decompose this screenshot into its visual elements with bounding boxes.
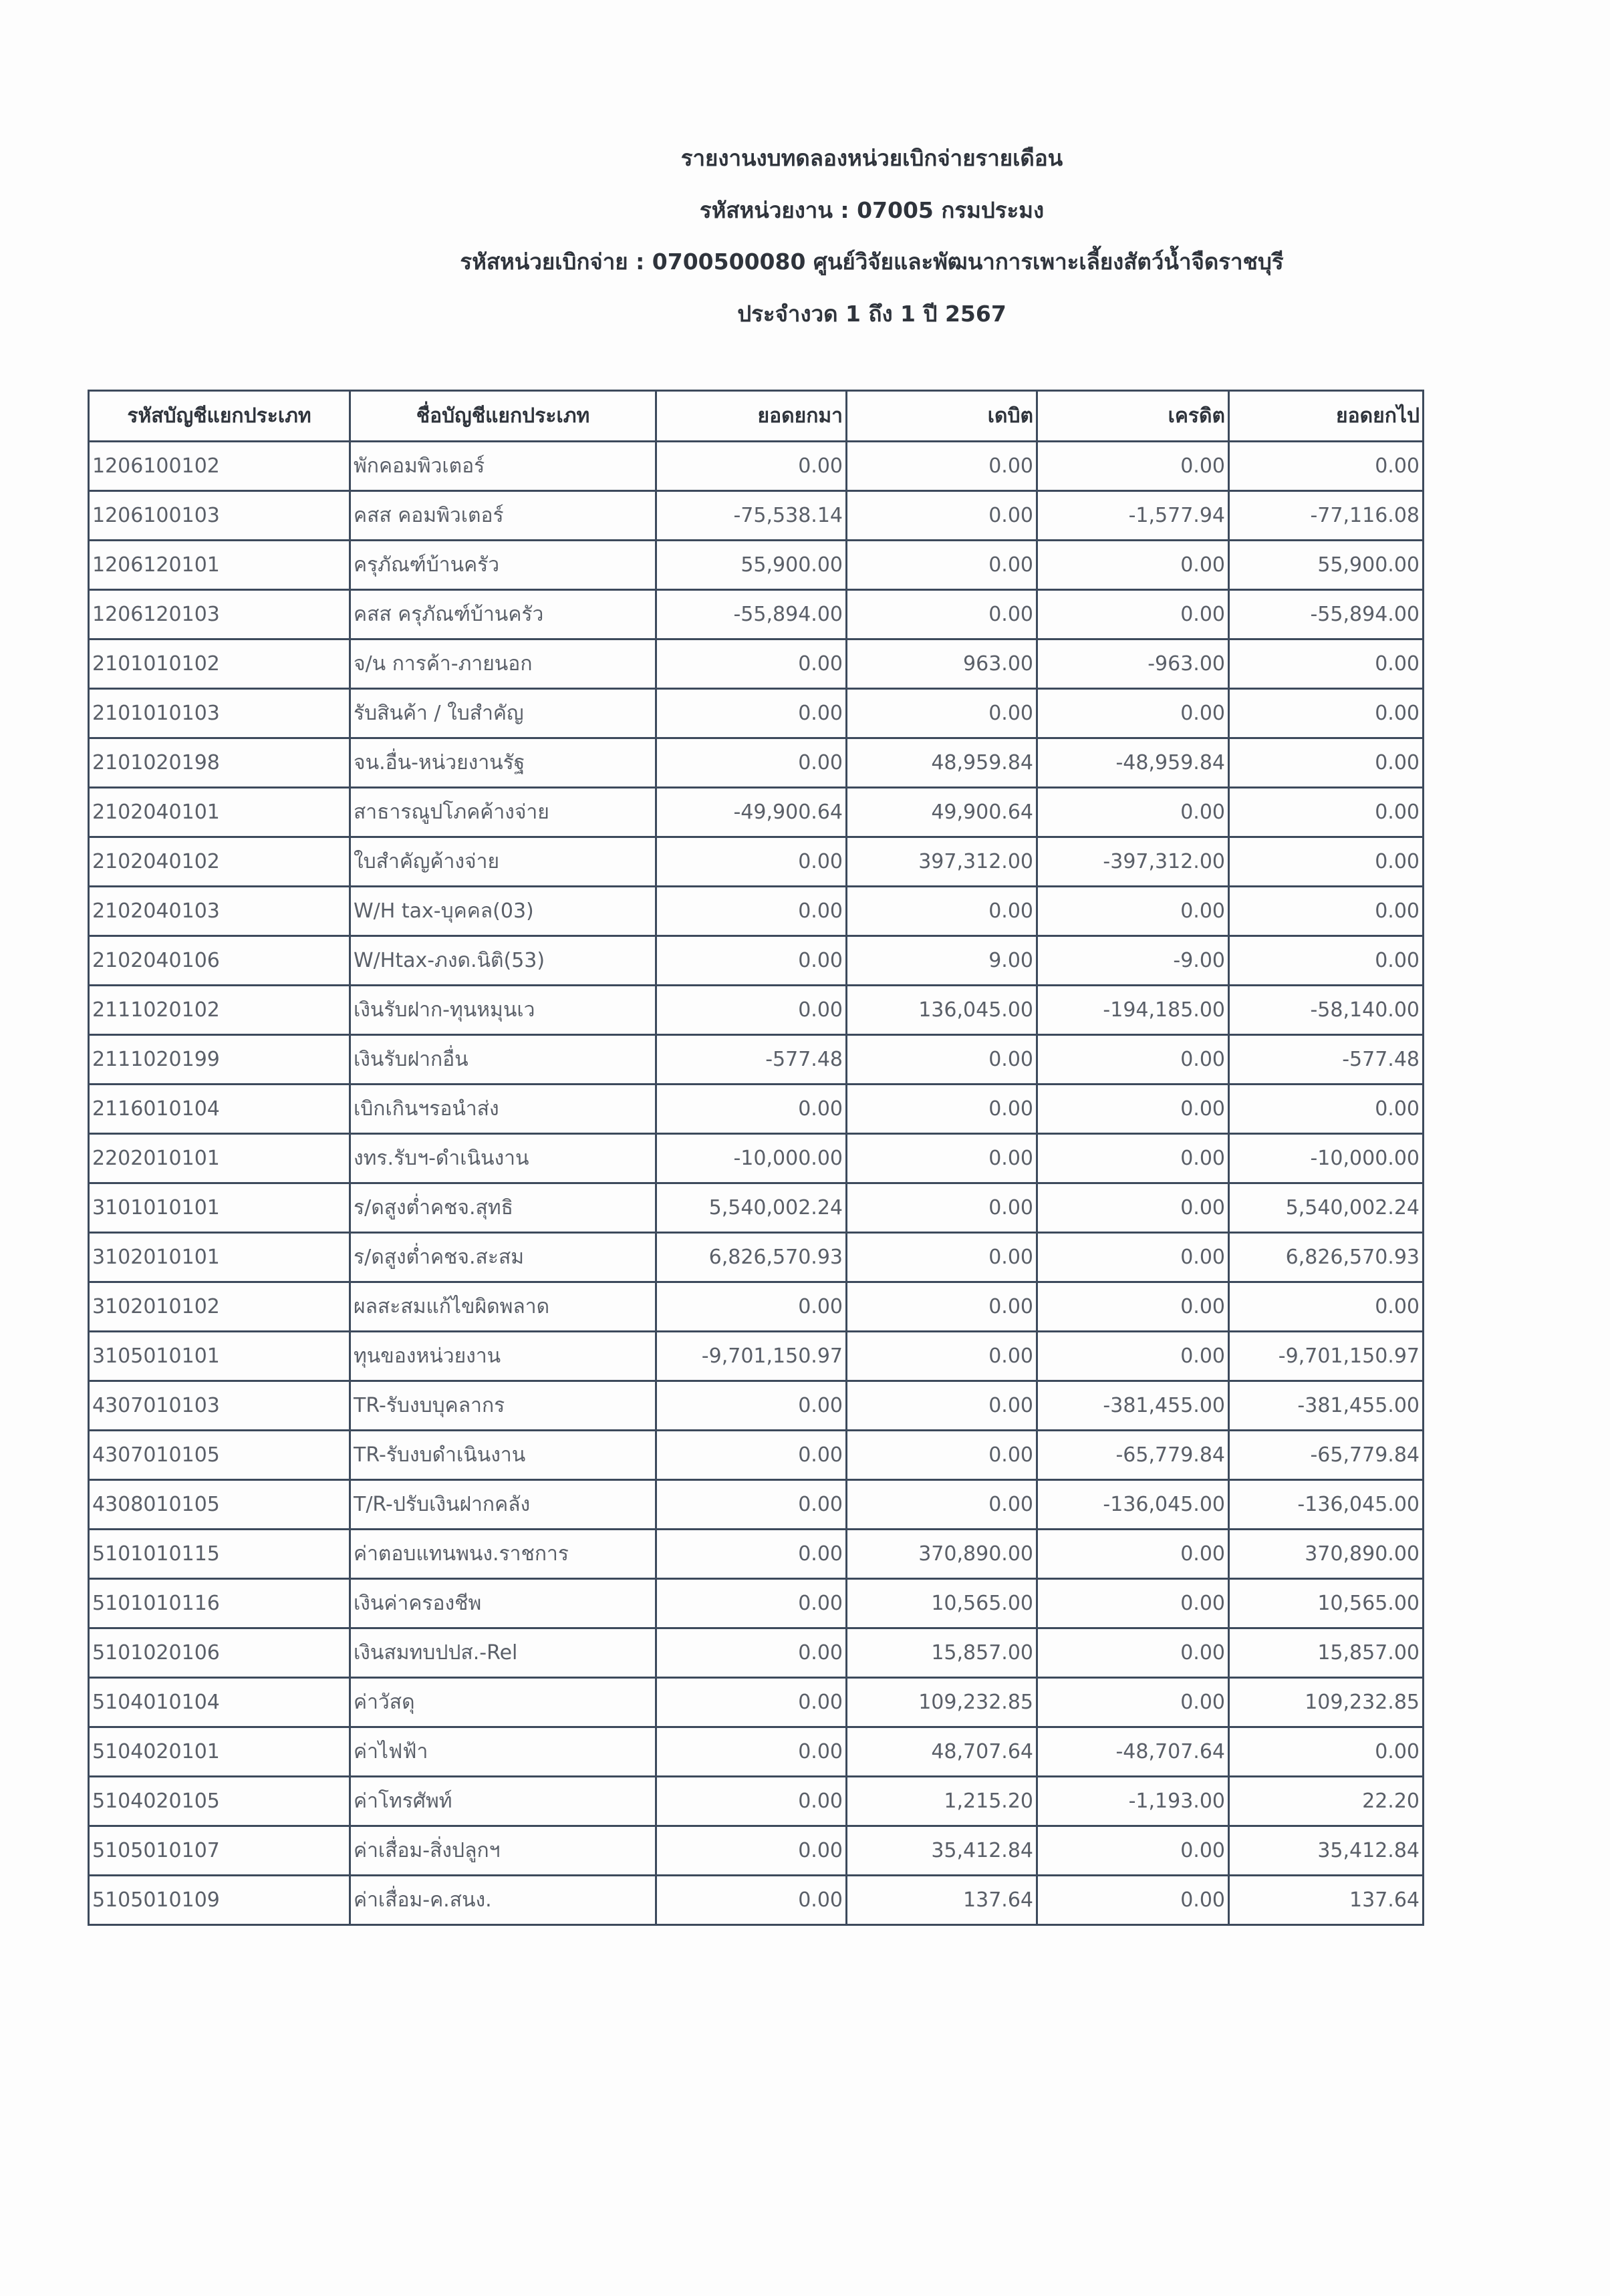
opening-balance-cell: 0.00 [656, 738, 847, 788]
opening-balance-cell: 0.00 [656, 1628, 847, 1678]
closing-balance-cell: 0.00 [1229, 936, 1424, 986]
account-name-cell: W/H tax-บุคคล(03) [350, 887, 656, 936]
opening-balance-cell: -577.48 [656, 1035, 847, 1085]
closing-balance-cell: 0.00 [1229, 1282, 1424, 1332]
closing-balance-cell: 0.00 [1229, 887, 1424, 936]
account-code-cell: 5104020105 [89, 1777, 350, 1826]
account-name-cell: ค่าเสื่อม-ค.สนง. [350, 1876, 656, 1925]
debit-cell: 0.00 [847, 442, 1037, 491]
table-row [89, 1530, 1424, 1579]
credit-cell: 0.00 [1037, 1183, 1229, 1233]
table-row [89, 788, 1424, 837]
column-header-debit: เดบิต [847, 391, 1037, 442]
opening-balance-cell: 0.00 [656, 442, 847, 491]
account-code-cell: 3102010102 [89, 1282, 350, 1332]
account-code-cell: 2102040106 [89, 936, 350, 986]
account-name-cell: ครุภัณฑ์บ้านครัว [350, 541, 656, 590]
report-title: รายงานงบทดลองหน่วยเบิกจ่ายรายเดือน [680, 145, 1063, 171]
account-code-cell: 5105010107 [89, 1826, 350, 1876]
table-row [89, 442, 1424, 491]
debit-cell: 0.00 [847, 1480, 1037, 1530]
table-header-row [89, 391, 1424, 442]
credit-cell: -136,045.00 [1037, 1480, 1229, 1530]
account-name-cell: ใบสำคัญค้างจ่าย [350, 837, 656, 887]
account-code-cell: 2102040101 [89, 788, 350, 837]
account-name-cell: ค่าตอบแทนพนง.ราชการ [350, 1530, 656, 1579]
credit-cell: 0.00 [1037, 1085, 1229, 1134]
account-code-cell: 1206120103 [89, 590, 350, 639]
column-header-opening-balance: ยอดยกมา [656, 391, 847, 442]
account-name-cell: เบิกเกินฯรอนำส่ง [350, 1085, 656, 1134]
account-name-cell: รับสินค้า / ใบสำคัญ [350, 689, 656, 738]
debit-cell: 0.00 [847, 1282, 1037, 1332]
closing-balance-cell: -10,000.00 [1229, 1134, 1424, 1183]
closing-balance-cell: -65,779.84 [1229, 1431, 1424, 1480]
column-header-account-name: ชื่อบัญชีแยกประเภท [350, 391, 656, 442]
credit-cell: 0.00 [1037, 1628, 1229, 1678]
column-header-account-code: รหัสบัญชีแยกประเภท [89, 391, 350, 442]
closing-balance-cell: -136,045.00 [1229, 1480, 1424, 1530]
table-row [89, 639, 1424, 689]
debit-cell: 0.00 [847, 541, 1037, 590]
account-code-cell: 2111020102 [89, 986, 350, 1035]
credit-cell: -1,577.94 [1037, 491, 1229, 541]
account-code-cell: 4307010103 [89, 1381, 350, 1431]
closing-balance-cell: -577.48 [1229, 1035, 1424, 1085]
opening-balance-cell: 0.00 [656, 936, 847, 986]
credit-cell: 0.00 [1037, 1579, 1229, 1628]
debit-cell: 0.00 [847, 1183, 1037, 1233]
credit-cell: -963.00 [1037, 639, 1229, 689]
debit-cell: 0.00 [847, 1233, 1037, 1282]
opening-balance-cell: 0.00 [656, 1530, 847, 1579]
opening-balance-cell: 0.00 [656, 887, 847, 936]
closing-balance-cell: -58,140.00 [1229, 986, 1424, 1035]
debit-cell: 49,900.64 [847, 788, 1037, 837]
credit-cell: -381,455.00 [1037, 1381, 1229, 1431]
closing-balance-cell: 0.00 [1229, 788, 1424, 837]
opening-balance-cell: 6,826,570.93 [656, 1233, 847, 1282]
account-code-cell: 2202010101 [89, 1134, 350, 1183]
debit-cell: 370,890.00 [847, 1530, 1037, 1579]
credit-cell: 0.00 [1037, 887, 1229, 936]
closing-balance-cell: -77,116.08 [1229, 491, 1424, 541]
account-name-cell: ค่าไฟฟ้า [350, 1727, 656, 1777]
account-code-cell: 5101020106 [89, 1628, 350, 1678]
trial-balance-table [88, 390, 1424, 1926]
opening-balance-cell: 55,900.00 [656, 541, 847, 590]
column-header-credit: เครดิต [1037, 391, 1229, 442]
account-code-cell: 1206100102 [89, 442, 350, 491]
account-name-cell: TR-รับงบบุคลากร [350, 1381, 656, 1431]
account-name-cell: ร/ดสูงต่ำคชจ.สะสม [350, 1233, 656, 1282]
credit-cell: -1,193.00 [1037, 1777, 1229, 1826]
closing-balance-cell: 0.00 [1229, 837, 1424, 887]
account-code-cell: 3101010101 [89, 1183, 350, 1233]
account-code-cell: 4308010105 [89, 1480, 350, 1530]
opening-balance-cell: 0.00 [656, 837, 847, 887]
table-row [89, 491, 1424, 541]
closing-balance-cell: 22.20 [1229, 1777, 1424, 1826]
closing-balance-cell: 0.00 [1229, 1085, 1424, 1134]
debit-cell: 0.00 [847, 887, 1037, 936]
debit-cell: 963.00 [847, 639, 1037, 689]
table-row [89, 1579, 1424, 1628]
credit-cell: -48,707.64 [1037, 1727, 1229, 1777]
closing-balance-cell: 35,412.84 [1229, 1826, 1424, 1876]
account-code-cell: 5101010116 [89, 1579, 350, 1628]
debit-cell: 9.00 [847, 936, 1037, 986]
account-name-cell: คสส คอมพิวเตอร์ [350, 491, 656, 541]
opening-balance-cell: 0.00 [656, 689, 847, 738]
closing-balance-cell: 55,900.00 [1229, 541, 1424, 590]
table-row [89, 837, 1424, 887]
closing-balance-cell: 0.00 [1229, 1727, 1424, 1777]
credit-cell: 0.00 [1037, 442, 1229, 491]
account-name-cell: ค่าโทรศัพท์ [350, 1777, 656, 1826]
credit-cell: 0.00 [1037, 1233, 1229, 1282]
account-name-cell: ค่าเสื่อม-สิ่งปลูกฯ [350, 1826, 656, 1876]
account-name-cell: W/Htax-ภงด.นิติ(53) [350, 936, 656, 986]
debit-cell: 10,565.00 [847, 1579, 1037, 1628]
credit-cell: 0.00 [1037, 541, 1229, 590]
account-name-cell: T/R-ปรับเงินฝากคลัง [350, 1480, 656, 1530]
disbursing-unit-line: รหัสหน่วยเบิกจ่าย : 0700500080 ศูนย์วิจัยและพัฒนาการเพาะเลี้ยงสัตว์น้ำจืดราชบุรี [460, 249, 1284, 275]
account-code-cell: 1206100103 [89, 491, 350, 541]
account-name-cell: คสส ครุภัณฑ์บ้านครัว [350, 590, 656, 639]
account-code-cell: 2111020199 [89, 1035, 350, 1085]
opening-balance-cell: 5,540,002.24 [656, 1183, 847, 1233]
opening-balance-cell: -55,894.00 [656, 590, 847, 639]
opening-balance-cell: -49,900.64 [656, 788, 847, 837]
account-code-cell: 2116010104 [89, 1085, 350, 1134]
debit-cell: 48,959.84 [847, 738, 1037, 788]
table-row [89, 1035, 1424, 1085]
opening-balance-cell: 0.00 [656, 1085, 847, 1134]
account-code-cell: 2102040103 [89, 887, 350, 936]
opening-balance-cell: 0.00 [656, 1876, 847, 1925]
table-row [89, 1628, 1424, 1678]
debit-cell: 0.00 [847, 1035, 1037, 1085]
closing-balance-cell: 0.00 [1229, 738, 1424, 788]
debit-cell: 35,412.84 [847, 1826, 1037, 1876]
opening-balance-cell: -10,000.00 [656, 1134, 847, 1183]
credit-cell: -65,779.84 [1037, 1431, 1229, 1480]
account-name-cell: TR-รับงบดำเนินงาน [350, 1431, 656, 1480]
debit-cell: 137.64 [847, 1876, 1037, 1925]
account-name-cell: สาธารณูปโภคค้างจ่าย [350, 788, 656, 837]
credit-cell: -9.00 [1037, 936, 1229, 986]
credit-cell: -48,959.84 [1037, 738, 1229, 788]
debit-cell: 0.00 [847, 1085, 1037, 1134]
credit-cell: 0.00 [1037, 1826, 1229, 1876]
debit-cell: 0.00 [847, 491, 1037, 541]
debit-cell: 0.00 [847, 1134, 1037, 1183]
debit-cell: 48,707.64 [847, 1727, 1037, 1777]
table-row [89, 1282, 1424, 1332]
opening-balance-cell: 0.00 [656, 1282, 847, 1332]
opening-balance-cell: 0.00 [656, 1826, 847, 1876]
debit-cell: 15,857.00 [847, 1628, 1037, 1678]
table-row [89, 1826, 1424, 1876]
credit-cell: 0.00 [1037, 1332, 1229, 1381]
account-code-cell: 2102040102 [89, 837, 350, 887]
table-row [89, 1727, 1424, 1777]
account-name-cell: จ/น การค้า-ภายนอก [350, 639, 656, 689]
table-row [89, 1431, 1424, 1480]
closing-balance-cell: 5,540,002.24 [1229, 1183, 1424, 1233]
debit-cell: 0.00 [847, 590, 1037, 639]
table-row [89, 1777, 1424, 1826]
table-row [89, 738, 1424, 788]
debit-cell: 109,232.85 [847, 1678, 1037, 1727]
opening-balance-cell: 0.00 [656, 1579, 847, 1628]
opening-balance-cell: 0.00 [656, 1777, 847, 1826]
opening-balance-cell: 0.00 [656, 986, 847, 1035]
table-row [89, 1183, 1424, 1233]
opening-balance-cell: 0.00 [656, 1727, 847, 1777]
account-code-cell: 4307010105 [89, 1431, 350, 1480]
account-code-cell: 5101010115 [89, 1530, 350, 1579]
account-name-cell: จน.อื่น-หน่วยงานรัฐ [350, 738, 656, 788]
debit-cell: 0.00 [847, 689, 1037, 738]
table-row [89, 590, 1424, 639]
opening-balance-cell: 0.00 [656, 1431, 847, 1480]
opening-balance-cell: 0.00 [656, 1480, 847, 1530]
debit-cell: 397,312.00 [847, 837, 1037, 887]
credit-cell: 0.00 [1037, 689, 1229, 738]
account-code-cell: 2101020198 [89, 738, 350, 788]
table-row [89, 1876, 1424, 1925]
credit-cell: 0.00 [1037, 1282, 1229, 1332]
table-row [89, 936, 1424, 986]
closing-balance-cell: -9,701,150.97 [1229, 1332, 1424, 1381]
debit-cell: 1,215.20 [847, 1777, 1037, 1826]
debit-cell: 0.00 [847, 1332, 1037, 1381]
closing-balance-cell: 6,826,570.93 [1229, 1233, 1424, 1282]
account-name-cell: พักคอมพิวเตอร์ [350, 442, 656, 491]
account-code-cell: 5104010104 [89, 1678, 350, 1727]
column-header-closing-balance: ยอดยกไป [1229, 391, 1424, 442]
account-code-cell: 3102010101 [89, 1233, 350, 1282]
account-code-cell: 5105010109 [89, 1876, 350, 1925]
closing-balance-cell: -55,894.00 [1229, 590, 1424, 639]
table-body [89, 442, 1424, 1925]
credit-cell: 0.00 [1037, 1035, 1229, 1085]
credit-cell: 0.00 [1037, 1530, 1229, 1579]
account-code-cell: 5104020101 [89, 1727, 350, 1777]
account-name-cell: ผลสะสมแก้ไขผิดพลาด [350, 1282, 656, 1332]
table-row [89, 986, 1424, 1035]
opening-balance-cell: 0.00 [656, 639, 847, 689]
opening-balance-cell: 0.00 [656, 1381, 847, 1431]
account-name-cell: ค่าวัสดุ [350, 1678, 656, 1727]
closing-balance-cell: 0.00 [1229, 639, 1424, 689]
agency-code-line: รหัสหน่วยงาน : 07005 กรมประมง [699, 197, 1045, 223]
closing-balance-cell: 137.64 [1229, 1876, 1424, 1925]
opening-balance-cell: -75,538.14 [656, 491, 847, 541]
debit-cell: 0.00 [847, 1431, 1037, 1480]
account-code-cell: 1206120101 [89, 541, 350, 590]
closing-balance-cell: 109,232.85 [1229, 1678, 1424, 1727]
closing-balance-cell: 370,890.00 [1229, 1530, 1424, 1579]
closing-balance-cell: 15,857.00 [1229, 1628, 1424, 1678]
account-name-cell: งทร.รับฯ-ดำเนินงาน [350, 1134, 656, 1183]
credit-cell: 0.00 [1037, 788, 1229, 837]
account-code-cell: 3105010101 [89, 1332, 350, 1381]
table-row [89, 1678, 1424, 1727]
credit-cell: 0.00 [1037, 1134, 1229, 1183]
closing-balance-cell: 10,565.00 [1229, 1579, 1424, 1628]
closing-balance-cell: 0.00 [1229, 689, 1424, 738]
opening-balance-cell: 0.00 [656, 1678, 847, 1727]
closing-balance-cell: -381,455.00 [1229, 1381, 1424, 1431]
table-row [89, 541, 1424, 590]
table-row [89, 1381, 1424, 1431]
table-row [89, 1480, 1424, 1530]
report-period: ประจำงวด 1 ถึง 1 ปี 2567 [737, 301, 1007, 327]
account-name-cell: เงินสมทบปปส.-Rel [350, 1628, 656, 1678]
table-row [89, 1134, 1424, 1183]
debit-cell: 0.00 [847, 1381, 1037, 1431]
account-code-cell: 2101010102 [89, 639, 350, 689]
table-row [89, 887, 1424, 936]
account-name-cell: เงินรับฝากอื่น [350, 1035, 656, 1085]
account-name-cell: เงินค่าครองชีพ [350, 1579, 656, 1628]
credit-cell: 0.00 [1037, 1678, 1229, 1727]
opening-balance-cell: -9,701,150.97 [656, 1332, 847, 1381]
table-row [89, 1332, 1424, 1381]
credit-cell: 0.00 [1037, 590, 1229, 639]
credit-cell: 0.00 [1037, 1876, 1229, 1925]
credit-cell: -194,185.00 [1037, 986, 1229, 1035]
debit-cell: 136,045.00 [847, 986, 1037, 1035]
account-name-cell: เงินรับฝาก-ทุนหมุนเว [350, 986, 656, 1035]
account-name-cell: ร/ดสูงต่ำคชจ.สุทธิ [350, 1183, 656, 1233]
closing-balance-cell: 0.00 [1229, 442, 1424, 491]
table-row [89, 1233, 1424, 1282]
credit-cell: -397,312.00 [1037, 837, 1229, 887]
table-row [89, 689, 1424, 738]
account-name-cell: ทุนของหน่วยงาน [350, 1332, 656, 1381]
account-code-cell: 2101010103 [89, 689, 350, 738]
table-row [89, 1085, 1424, 1134]
